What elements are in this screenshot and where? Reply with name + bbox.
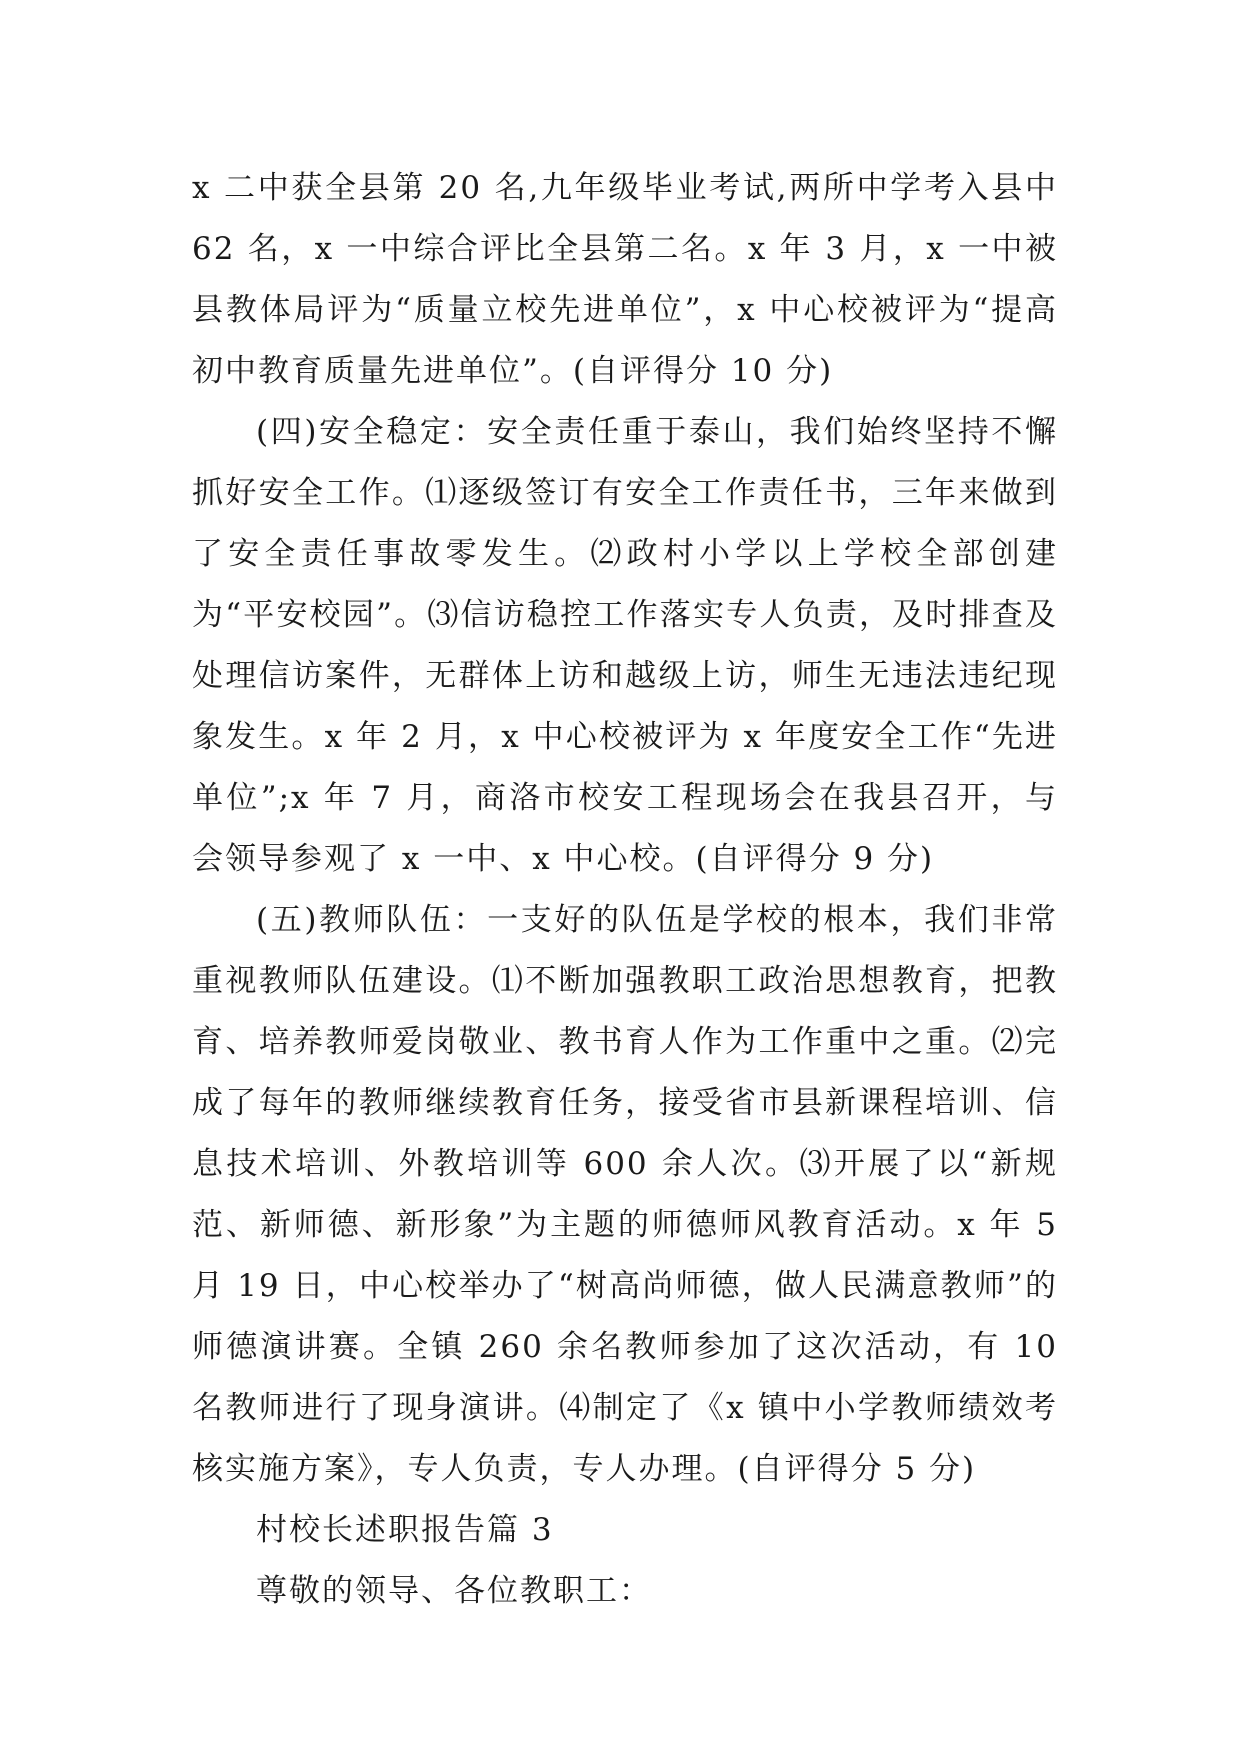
section-heading: 村校长述职报告篇 3 — [256, 1512, 554, 1548]
paragraph-safety-stability: (四)安全稳定：安全责任重于泰山，我们始终坚持不懈抓好安全工作。⑴逐级签订有安全工作责任书，三年来做到了安全责任事故零发生。⑵政村小学以上学校全部创建为“平安校园”。⑶信访稳控工作落实专人负责，及时排查及处理信访案件，无群体上访和越级上访，师生无违法违纪现象发生。x 年 2 月，x 中心校被评为 x 年度安全工作“先进单位”;x 年 7 月，商洛市校安工程现场会在我县召开，与会领导参观了 x 一中、x 中心校。(自评得分 9 分) — [192, 414, 1058, 877]
paragraph-education-quality: x 二中获全县第 20 名,九年级毕业考试,两所中学考入县中 62 名，x 一中综合评比全县第二名。x 年 3 月，x 一中被县教体局评为“质量立校先进单位”，x 中心校被评为“提高初中教育质量先进单位”。(自评得分 10 分) — [192, 170, 1058, 389]
salutation: 尊敬的领导、各位教职工： — [256, 1573, 652, 1609]
document-body — [192, 158, 1058, 1622]
paragraph-teacher-team: (五)教师队伍：一支好的队伍是学校的根本，我们非常重视教师队伍建设。⑴不断加强教职工政治思想教育，把教育、培养教师爱岗敬业、教书育人作为工作重中之重。⑵完成了每年的教师继续教育任务，接受省市县新课程培训、信息技术培训、外教培训等 600 余人次。⑶开展了以“新规范、新师德、新形象”为主题的师德师风教育活动。x 年 5 月 19 日，中心校举办了“树高尚师德，做人民满意教师”的师德演讲赛。全镇 260 余名教师参加了这次活动，有 10 名教师进行了现身演讲。⑷制定了《x 镇中小学教师绩效考核实施方案》，专人负责，专人办理。(自评得分 5 分) — [192, 902, 1058, 1487]
